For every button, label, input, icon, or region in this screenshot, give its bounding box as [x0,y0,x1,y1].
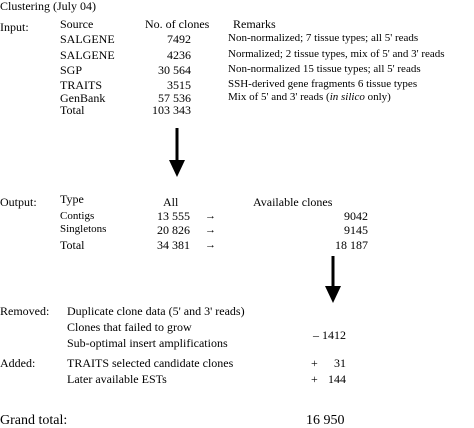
source-cell: TRAITS [60,78,102,92]
clones-cell: 30 564 [158,63,191,77]
available-cell: 9145 [344,223,368,237]
removed-value: – 1412 [313,328,346,342]
grand-total-label: Grand total: [0,413,68,428]
remarks-cell: Non-normalized 15 tissue types; all 5' reads [228,63,421,75]
source-cell: SGP [60,63,83,77]
added-item: TRAITS selected candidate clones [67,356,234,370]
plus-sign: + [311,372,318,386]
down-arrow-icon [165,128,189,178]
remarks-cell: Non-normalized; 7 tissue types; all 5' reads [228,32,419,44]
type-header: Type [60,192,84,206]
clones-cell: 3515 [167,78,191,92]
all-cell: 13 555 [157,209,190,223]
type-cell: Contigs [60,210,95,222]
remarks-text: only) [364,91,391,103]
remarks-header: Remarks [233,17,276,31]
removed-item: Clones that failed to grow [67,320,192,334]
remarks-cell: Normalized; 2 tissue types, mix of 5' and 3' reads [228,48,445,60]
source-cell: SALGENE [60,32,115,46]
removed-label: Removed: [0,304,50,318]
all-cell: 20 826 [157,223,190,237]
available-cell: 9042 [344,209,368,223]
total-label: Total [60,103,85,117]
added-item: Later available ESTs [67,372,167,386]
added-label: Added: [0,356,36,370]
source-cell: GenBank [60,91,106,105]
remarks-italic-text: in silico [329,91,365,103]
added-value: 31 [334,356,346,370]
source-cell: SALGENE [60,48,115,62]
arrow-right-icon: → [205,210,216,222]
clones-cell: 4236 [167,48,191,62]
grand-total-value: 16 950 [306,413,345,428]
remarks-text: Mix of 5' and 3' reads ( [228,91,330,103]
clones-cell: 7492 [167,32,191,46]
added-value: 144 [328,372,346,386]
arrow-right-icon: → [205,239,216,251]
type-cell: Singletons [60,223,107,235]
remarks-cell [228,92,391,103]
available-header: Available clones [253,195,333,209]
total-available: 18 187 [335,238,368,252]
clones-cell: 57 536 [158,91,191,105]
all-header: All [163,195,179,209]
input-label: Input: [0,20,29,34]
total-label: Total [60,238,85,252]
plus-sign: + [311,356,318,370]
removed-item: Duplicate clone data (5' and 3' reads) [67,304,245,318]
total-value: 103 343 [152,103,191,117]
page-title: Clustering (July 04) [0,0,96,13]
source-header: Source [60,17,94,31]
down-arrow-icon [321,256,345,304]
output-label: Output: [0,195,37,209]
removed-item: Sub-optimal insert amplifications [67,336,228,350]
arrow-right-icon: → [205,224,216,236]
total-all: 34 381 [157,238,190,252]
remarks-cell: SSH-derived gene fragments 6 tissue types [228,78,418,90]
clones-header: No. of clones [145,17,210,31]
